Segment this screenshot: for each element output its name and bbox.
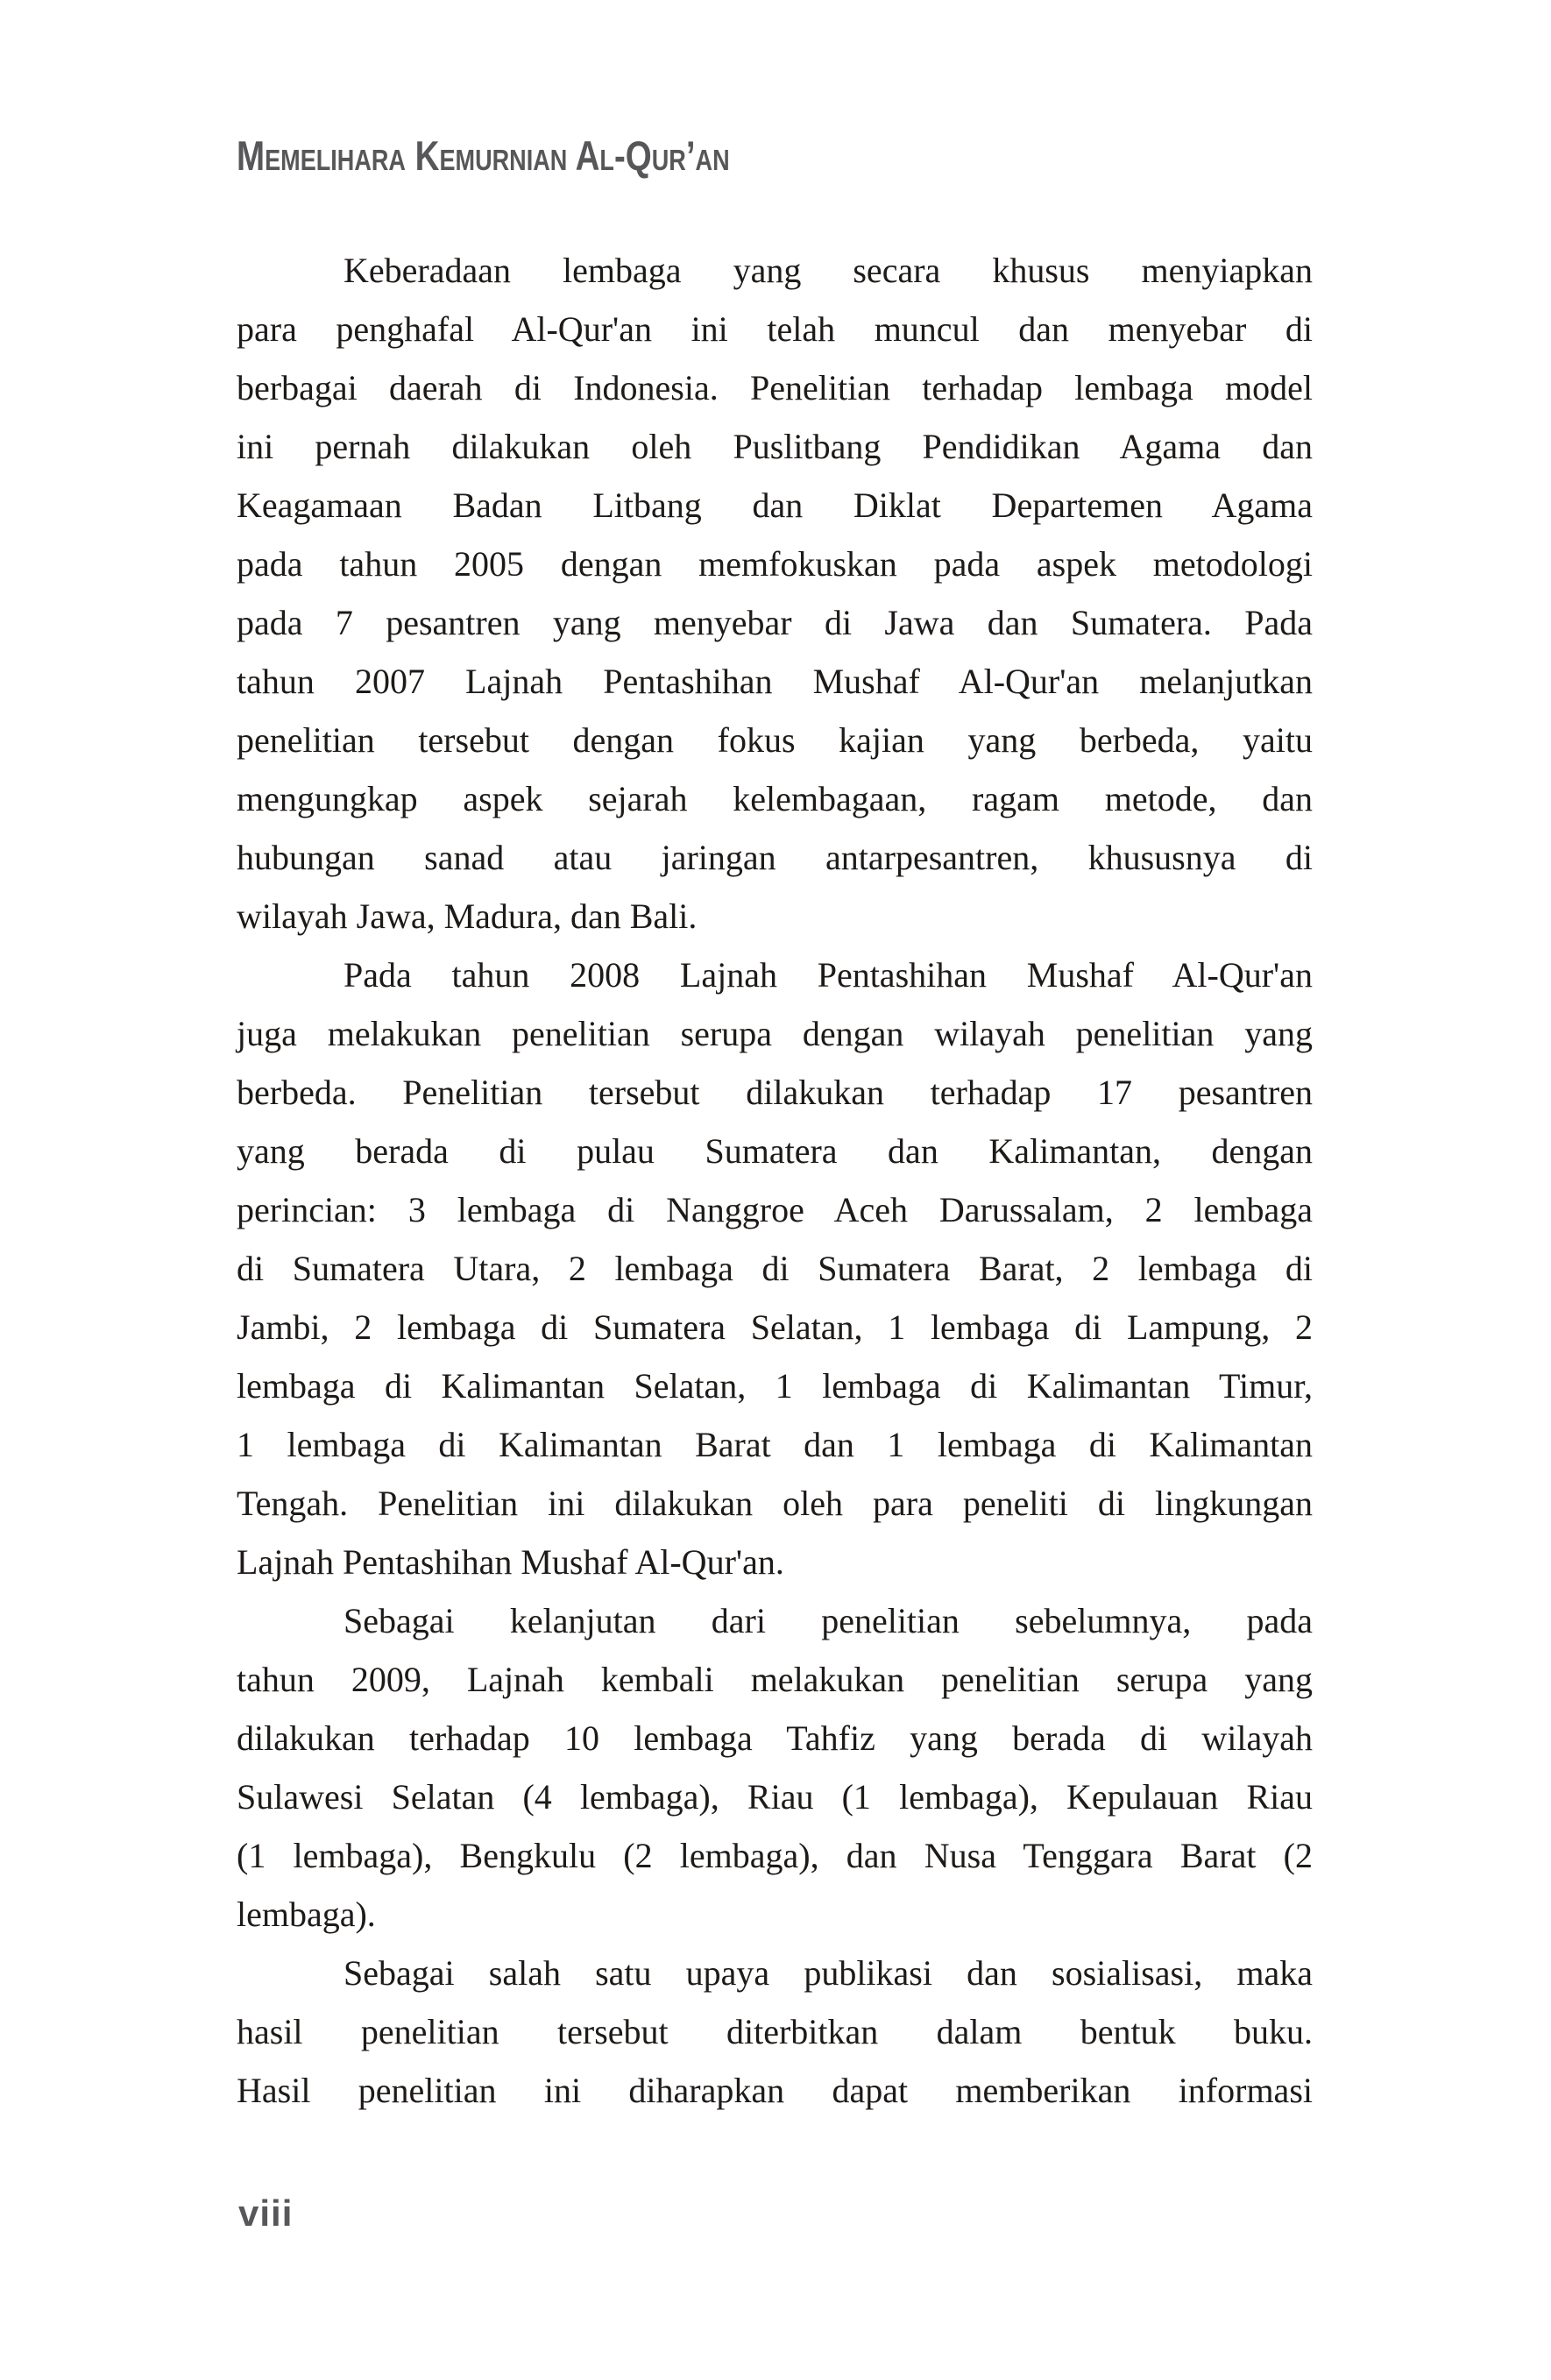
text-line: di Sumatera Utara, 2 lembaga di Sumatera Barat, 2 lembaga di bbox=[237, 1249, 1313, 1288]
text-line: hubungan sanad atau jaringan antarpesantren, khususnya di bbox=[237, 838, 1313, 877]
body-text bbox=[237, 241, 1313, 2120]
text-line: pada 7 pesantren yang menyebar di Jawa dan Sumatera. Pada bbox=[237, 603, 1313, 642]
text-line: mengungkap aspek sejarah kelembagaan, ragam metode, dan bbox=[237, 779, 1313, 818]
text-line: tahun 2007 Lajnah Pentashihan Mushaf Al-Qur'an melanjutkan bbox=[237, 662, 1313, 701]
page-number: viii bbox=[238, 2192, 294, 2234]
text-line: (1 lembaga), Bengkulu (2 lembaga), dan Nusa Tenggara Barat (2 bbox=[237, 1836, 1313, 1875]
text-line: berbagai daerah di Indonesia. Penelitian terhadap lembaga model bbox=[237, 368, 1313, 407]
text-line: 1 lembaga di Kalimantan Barat dan 1 lembaga di Kalimantan bbox=[237, 1425, 1313, 1464]
text-line: Sulawesi Selatan (4 lembaga), Riau (1 lembaga), Kepulauan Riau bbox=[237, 1777, 1313, 1817]
text-line: lembaga di Kalimantan Selatan, 1 lembaga di Kalimantan Timur, bbox=[237, 1366, 1313, 1406]
text-line: dilakukan terhadap 10 lembaga Tahfiz yang berada di wilayah bbox=[237, 1718, 1313, 1758]
text-line: wilayah Jawa, Madura, dan Bali. bbox=[237, 896, 698, 936]
text-line: Tengah. Penelitian ini dilakukan oleh para peneliti di lingkungan bbox=[237, 1484, 1313, 1523]
text-line: Hasil penelitian ini diharapkan dapat memberikan informasi bbox=[237, 2071, 1313, 2110]
text-line: para penghafal Al-Qur'an ini telah muncul dan menyebar di bbox=[237, 309, 1313, 349]
paragraph bbox=[237, 946, 1313, 1591]
text-line: ini pernah dilakukan oleh Puslitbang Pendidikan Agama dan bbox=[237, 427, 1313, 466]
text-line: yang berada di pulau Sumatera dan Kalimantan, dengan bbox=[237, 1131, 1313, 1171]
paragraph bbox=[237, 1944, 1313, 2120]
running-header: Memelihara Kemurnian Al-Qur’an bbox=[237, 132, 730, 179]
text-line: Jambi, 2 lembaga di Sumatera Selatan, 1 lembaga di Lampung, 2 bbox=[237, 1307, 1313, 1347]
text-line: Sebagai kelanjutan dari penelitian sebelumnya, pada bbox=[343, 1601, 1313, 1640]
text-line: tahun 2009, Lajnah kembali melakukan penelitian serupa yang bbox=[237, 1660, 1313, 1699]
text-line: Lajnah Pentashihan Mushaf Al-Qur'an. bbox=[237, 1542, 784, 1582]
text-line: Pada tahun 2008 Lajnah Pentashihan Mushaf Al-Qur'an bbox=[343, 955, 1313, 995]
text-line: penelitian tersebut dengan fokus kajian yang berbeda, yaitu bbox=[237, 720, 1313, 760]
text-line: perincian: 3 lembaga di Nanggroe Aceh Darussalam, 2 lembaga bbox=[237, 1190, 1313, 1229]
text-line: Keagamaan Badan Litbang dan Diklat Departemen Agama bbox=[237, 485, 1313, 525]
text-line: juga melakukan penelitian serupa dengan wilayah penelitian yang bbox=[237, 1014, 1313, 1053]
text-line: Sebagai salah satu upaya publikasi dan sosialisasi, maka bbox=[343, 1953, 1313, 1993]
paragraph bbox=[237, 241, 1313, 946]
text-line: Keberadaan lembaga yang secara khusus menyiapkan bbox=[343, 251, 1313, 290]
paragraph bbox=[237, 1591, 1313, 1944]
text-line: hasil penelitian tersebut diterbitkan dalam bentuk buku. bbox=[237, 2012, 1313, 2051]
text-line: berbeda. Penelitian tersebut dilakukan terhadap 17 pesantren bbox=[237, 1073, 1313, 1112]
text-line: lembaga). bbox=[237, 1895, 376, 1934]
text-line: pada tahun 2005 dengan memfokuskan pada aspek metodologi bbox=[237, 544, 1313, 584]
